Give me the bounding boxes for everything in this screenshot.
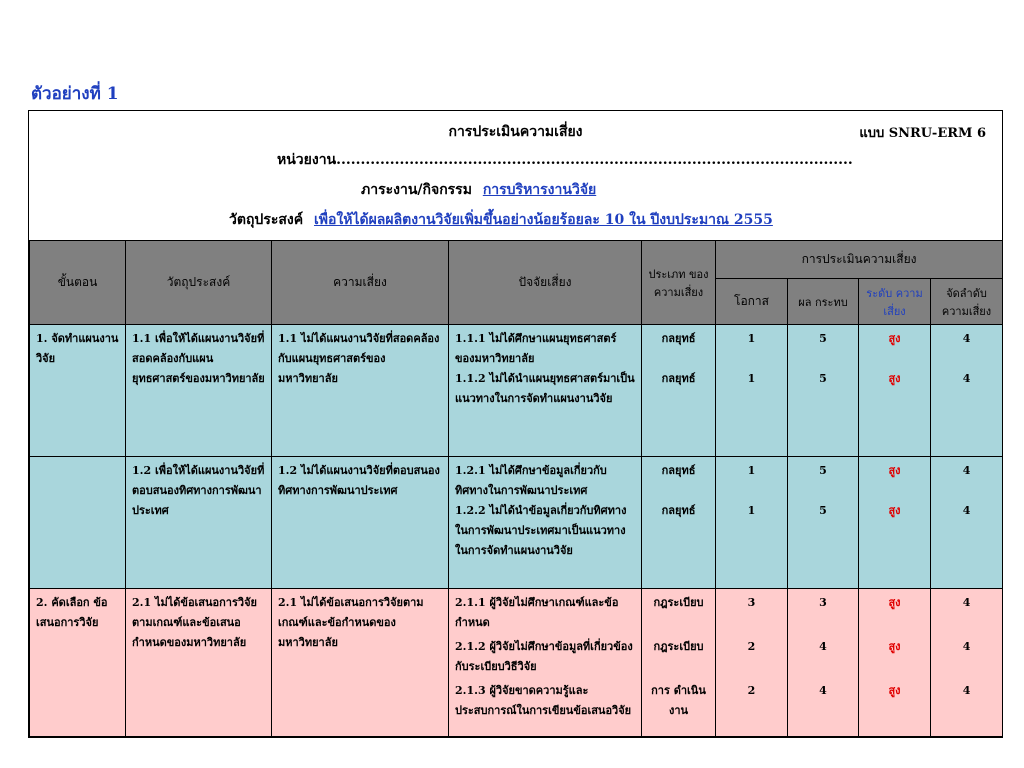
step-cell: 1. จัดทำแผนงาน วิจัย (30, 325, 126, 457)
rank-value: 4 (962, 684, 971, 697)
impact-value: 5 (819, 504, 827, 517)
type-value: กฎระเบียบ (653, 596, 704, 609)
col-factor: ปัจจัยเสี่ยง (449, 241, 642, 325)
table-row (30, 589, 1003, 737)
col-impact: ผล กระทบ (788, 279, 859, 325)
impact-value: 5 (819, 372, 827, 385)
col-likelihood: โอกาส (716, 279, 788, 325)
table-row (30, 325, 1003, 457)
factor-item: 1.1.1 ไม่ได้ศึกษาแผนยุทธศาสตร์ของมหาวิทยาลัย (455, 332, 617, 365)
risk-cell: 1.2 ไม่ได้แผนงานวิจัยที่ตอบสนองทิศทางการพัฒนาประเทศ (272, 457, 449, 589)
likelihood-value: 1 (747, 372, 756, 385)
rank-cell (931, 589, 1003, 737)
impact-cell (788, 457, 859, 589)
objective-cell: 1.1 เพื่อให้ได้แผนงานวิจัยที่สอดคล้องกับแผนยุทธศาสตร์ของมหาวิทยาลัย (126, 325, 272, 457)
likelihood-value: 1 (747, 332, 756, 345)
objective-value: เพื่อให้ได้ผลผลิตงานวิจัยเพิ่มขึ้นอย่างน้อยร้อยละ 10 ใน ปีงบประมาณ 2555 (313, 212, 773, 228)
rank-value: 4 (962, 504, 971, 517)
step-cell: 2. คัดเลือก ข้อเสนอการวิจัย (30, 589, 126, 737)
unit-line: หน่วยงาน.......................................................................................................... (277, 152, 853, 168)
factor-item: 2.1.3 ผู้วิจัยขาดความรู้และประสบการณ์ในการเขียนข้อเสนอวิจัย (455, 684, 632, 717)
likelihood-value: 2 (747, 684, 756, 697)
factor-cell (449, 589, 642, 737)
level-cell (859, 325, 931, 457)
form-title: การประเมินความเสี่ยง (448, 124, 583, 140)
col-risk: ความเสี่ยง (272, 241, 449, 325)
objective-label: วัตถุประสงค์ (229, 212, 304, 228)
impact-value: 5 (819, 332, 827, 345)
table-row (30, 457, 1003, 589)
step-cell (30, 457, 126, 589)
type-cell (642, 589, 716, 737)
type-value: กฎระเบียบ (653, 640, 704, 653)
type-cell (642, 325, 716, 457)
risk-table (29, 240, 1003, 737)
objective-cell: 1.2 เพื่อให้ได้แผนงานวิจัยที่ตอบสนองทิศทางการพัฒนาประเทศ (126, 457, 272, 589)
impact-value: 3 (819, 596, 827, 609)
col-type: ประเภท ของความเสี่ยง (642, 241, 716, 325)
risk-cell: 1.1 ไม่ได้แผนงานวิจัยที่สอดคล้องกับแผนยุทธศาสตร์ของมหาวิทยาลัย (272, 325, 449, 457)
rank-value: 4 (962, 464, 971, 477)
factor-cell (449, 457, 642, 589)
factor-item: 2.1.2 ผู้วิจัยไม่ศึกษาข้อมูลที่เกี่ยวข้องกับระเบียบวิธีวิจัย (455, 640, 633, 673)
level-cell (859, 589, 931, 737)
mission-value: การบริหารงานวิจัย (482, 182, 597, 198)
col-step: ขั้นตอน (30, 241, 126, 325)
type-value: กลยุทธ์ (661, 504, 696, 517)
form-code: แบบ SNRU-ERM 6 (859, 126, 986, 141)
impact-value: 4 (819, 640, 827, 653)
risk-cell: 2.1 ไม่ได้ข้อเสนอการวิจัยตามเกณฑ์และข้อกำหนดของมหาวิทยาลัย (272, 589, 449, 737)
rank-value: 4 (962, 372, 971, 385)
factor-cell (449, 325, 642, 457)
impact-cell (788, 325, 859, 457)
level-value: สูง (888, 596, 901, 609)
type-value: กลยุทธ์ (661, 372, 696, 385)
level-value: สูง (888, 372, 901, 385)
rank-cell (931, 325, 1003, 457)
col-level: ระดับ ความเสี่ยง (859, 279, 931, 325)
factor-item: 2.1.1 ผู้วิจัยไม่ศึกษาเกณฑ์และข้อกำหนด (455, 596, 619, 629)
col-rank: จัดลำดับ ความเสี่ยง (931, 279, 1003, 325)
col-assessment: การประเมินความเสี่ยง (716, 241, 1003, 279)
example-title: ตัวอย่างที่ 1 (31, 84, 119, 104)
level-value: สูง (888, 684, 901, 697)
likelihood-value: 2 (747, 640, 756, 653)
likelihood-cell (716, 325, 788, 457)
type-value: กลยุทธ์ (661, 332, 696, 345)
risk-assessment-form (28, 110, 1003, 738)
rank-cell (931, 457, 1003, 589)
factor-item: 1.2.2 ไม่ได้นำข้อมูลเกี่ยวกับทิศทางในการพัฒนาประเทศมาเป็นแนวทางในการจัดทำแผนงานวิจัย (455, 504, 627, 557)
objective-cell: 2.1 ไม่ได้ข้อเสนอการวิจัยตามเกณฑ์และข้อเสนอกำหนดของมหาวิทยาลัย (126, 589, 272, 737)
likelihood-value: 1 (747, 504, 756, 517)
likelihood-cell (716, 589, 788, 737)
likelihood-cell (716, 457, 788, 589)
rank-value: 4 (962, 596, 971, 609)
level-value: สูง (888, 332, 901, 345)
type-cell (642, 457, 716, 589)
col-objective: วัตถุประสงค์ (126, 241, 272, 325)
type-value: การ ดำเนินงาน (651, 684, 706, 717)
mission-line (361, 179, 673, 201)
objective-line (229, 209, 773, 231)
factor-item: 1.1.2 ไม่ได้นำแผนยุทธศาสตร์มาเป็นแนวทางในการจัดทำแผนงานวิจัย (455, 372, 635, 405)
rank-value: 4 (962, 640, 971, 653)
level-value: สูง (888, 504, 901, 517)
level-value: สูง (888, 464, 901, 477)
likelihood-value: 3 (747, 596, 756, 609)
type-value: กลยุทธ์ (661, 464, 696, 477)
impact-cell (788, 589, 859, 737)
likelihood-value: 1 (747, 464, 756, 477)
impact-value: 4 (819, 684, 827, 697)
level-value: สูง (888, 640, 901, 653)
factor-item: 1.2.1 ไม่ได้ศึกษาข้อมูลเกี่ยวกับทิศทางในการพัฒนาประเทศ (455, 464, 607, 497)
impact-value: 5 (819, 464, 827, 477)
level-cell (859, 457, 931, 589)
rank-value: 4 (962, 332, 971, 345)
mission-label: ภาระงาน/กิจกรรม (361, 182, 472, 198)
